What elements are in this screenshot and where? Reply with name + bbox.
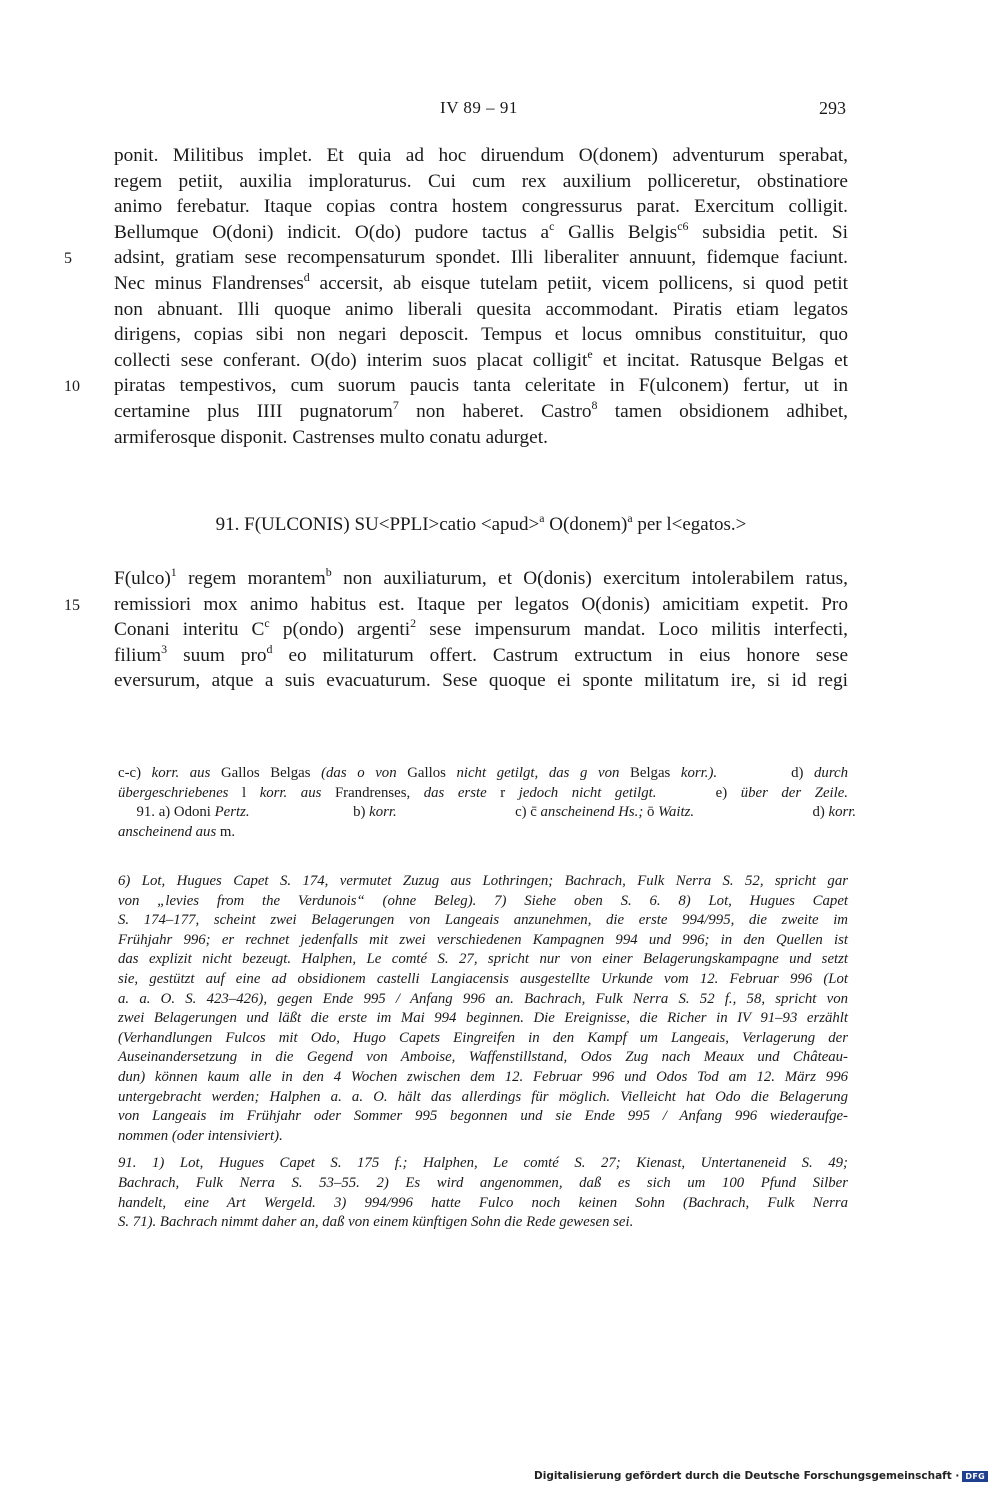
text-line: Nec minus Flandrenses$^d$ accersit, ab eisque tutelam petiit, vicem pollicens, si quod petit	[114, 269, 848, 294]
text-line: Bellumque O(doni) indicit. O(do) pudore tactus $a^c$ Gallis Belgis$^{c6}$ subsidia petit. Si	[114, 218, 848, 243]
credit-text: Digitalisierung gefördert durch die Deutsche Forschungsgemeinschaft ·	[534, 1470, 960, 1482]
dfg-logo-icon: DFG	[962, 1471, 988, 1482]
text-line: 10 piratas tempestivos, cum suorum paucis tanta celeritate in F(ulconem) fertur, ut in	[114, 373, 848, 399]
text-line: eversurum, atque a suis evacuaturum. Sese quoque ei sponte militatum ire, si id regi	[114, 670, 848, 692]
text-line: dirigens, copias sibi non negari deposcit. Tempus et locus omnibus constituitur, quo	[114, 324, 848, 346]
section-text-block	[64, 564, 849, 694]
commentary-line: 91. 1) Lot, Hugues Capet S. 175 f.; Halphen, Le comté S. 27; Kienast, Untertaneneid S. 49;	[118, 1155, 848, 1172]
line-number: 5	[64, 250, 72, 268]
commentary-line: untergebracht werden; Halphen a. a. O. hält das allerdings für möglich. Vielleicht hat Odo die Belagerung	[118, 1088, 848, 1105]
text-line: armiferosque disponit. Castrenses multo conatu adurget.	[114, 426, 548, 448]
commentary-line: Frühjahr 996; er rechnet jedenfalls mit zwei verschiedenen Kampagnen 994 und 996; in den Quellen ist	[118, 931, 848, 948]
commentary-line: S. 174–177, scheint zwei Belagerungen von Langeais anzunehmen, die erste 994/995, die zweite im	[118, 912, 848, 929]
commentary-notes	[118, 872, 848, 1233]
commentary-line: das explizit nicht bezeugt. Halphen, Le comté S. 27, spricht nur von einer Belagerungskampagne und setzt	[118, 951, 848, 968]
commentary-line: nommen (oder intensiviert).	[118, 1127, 283, 1144]
apparatus-line: 91. a) Odoni Pertz. b) korr. c) c̄ anscheinend Hs.; ō Waitz. d) korr.	[136, 804, 857, 820]
commentary-line: S. 71). Bachrach nimmt daher an, daß von einem künftigen Sohn die Rede gewesen sei.	[118, 1214, 634, 1231]
page-number: 293	[819, 98, 846, 118]
text-line: ponit. Militibus implet. Et quia ad hoc diruendum O(donem) adventurum sperabat,	[114, 145, 848, 166]
apparatus-line: anscheinend aus m.	[118, 823, 236, 840]
commentary-line: zwei Belagerungen und läßt die erste im Mai 994 beginnen. Die Ereignisse, die Richer in IV 91–93 erzählt	[118, 1010, 848, 1027]
text-line: filium$^3$ suum pro$^d$ eo militaturum offert. Castrum extructum in eius honore sese	[114, 641, 849, 666]
commentary-line: dun) können kaum alle in den 4 Wochen zwischen dem 12. Februar 996 und Odos Tod am 12. März 996	[118, 1068, 848, 1085]
text-line: 15 remissiori mox animo habitus est. Itaque per legatos O(donis) amicitiam expetit. Pro	[114, 592, 848, 618]
text-line: regem petiit, auxilia imploraturus. Cui cum rex auxilium polliceretur, obstinatiore	[114, 170, 848, 192]
text-line: animo ferebatur. Itaque copias contra hostem congressurus parat. Exercitum colligit.	[114, 196, 848, 218]
digitization-credit	[534, 1470, 988, 1482]
commentary-line: a. a. O. S. 423–426), gegen Ende 995 / Anfang 996 an. Bachrach, Fulk Nerra S. 52 f., 58, spricht von	[118, 990, 848, 1007]
main-text-block	[64, 143, 849, 450]
text-line: 5 adsint, gratiam sese recompensaturum spondet. Illi liberaliter annuunt, fidemque faciunt.	[114, 245, 848, 271]
line-number: 15	[64, 596, 80, 614]
critical-apparatus	[118, 764, 857, 842]
text-line: certamine plus IIII pugnatorum$^7$ non haberet. Castro$^8$ tamen obsidionem adhibet,	[114, 397, 849, 422]
commentary-line: von Langeais im Frühjahr oder Sommer 995 begonnen und sie Ende 995 / Anfang 996 wiederaufge-	[118, 1108, 848, 1125]
commentary-line: handelt, eine Art Wergeld. 3) 994/996 hatte Fulco noch keinen Sohn (Bachrach, Fulk Nerra	[118, 1194, 848, 1211]
commentary-line: sie, gestützt auf eine ad obsidionem castelli Langiacensis ausgestellte Urkunde vom 12. Februar 996 (Lot	[118, 970, 848, 987]
text-line: collecti sese conferant. O(do) interim suos placat colligit$^e$ et incitat. Ratusque Belgas et	[114, 346, 848, 371]
commentary-line: Auseinandersetzung in die Gegend von Amboise, Waffenstillstand, Odos Zug nach Meaux und Château-	[118, 1049, 848, 1066]
running-header	[110, 98, 848, 124]
text-line: non abnuant. Illi quoque animo liberali quesita accommodant. Piratis etiam legatos	[114, 298, 848, 320]
line-number: 10	[64, 378, 80, 396]
running-title: IV 89 – 91	[440, 98, 518, 117]
commentary-line: 6) Lot, Hugues Capet S. 174, vermutet Zuzug aus Lothringen; Bachrach, Fulk Nerra S. 52, spricht gar	[118, 873, 848, 889]
apparatus-line: übergeschriebenes l korr. aus Frandrenses, das erste r jedoch nicht getilgt. e) über der Zeile.	[118, 784, 848, 801]
commentary-line: Bachrach, Fulk Nerra S. 53–55. 2) Es wird angenommen, daß es sich um 100 Pfund Silber	[118, 1174, 848, 1191]
apparatus-line: c-c) korr. aus Gallos Belgas (das o von Gallos nicht getilgt, das g von Belgas korr.). d) durch	[118, 765, 848, 781]
text-line: F(ulco)$^1$ regem morantem$^b$ non auxiliaturum, et O(donis) exercitum intolerabilem ratus,	[114, 564, 848, 589]
text-line: Conani interitu $C^c$ p(ondo) argenti$^2$ sese impensurum mandat. Loco militis interfecti,	[114, 616, 848, 641]
section-heading: 91. F(ULCONIS) SU<PPLI>catio <apud>$^a$ O(donem)$^a$ per l<egatos.>	[215, 512, 747, 535]
commentary-line: von „levies from the Verdunois“ (ohne Beleg). 7) Siehe oben S. 6. 8) Lot, Hugues Capet	[118, 892, 848, 909]
commentary-line: (Verhandlungen Fulcos mit Odo, Hugo Capets Eingreifen in den Kampf um Langeais, Verlagerung der	[118, 1029, 848, 1046]
